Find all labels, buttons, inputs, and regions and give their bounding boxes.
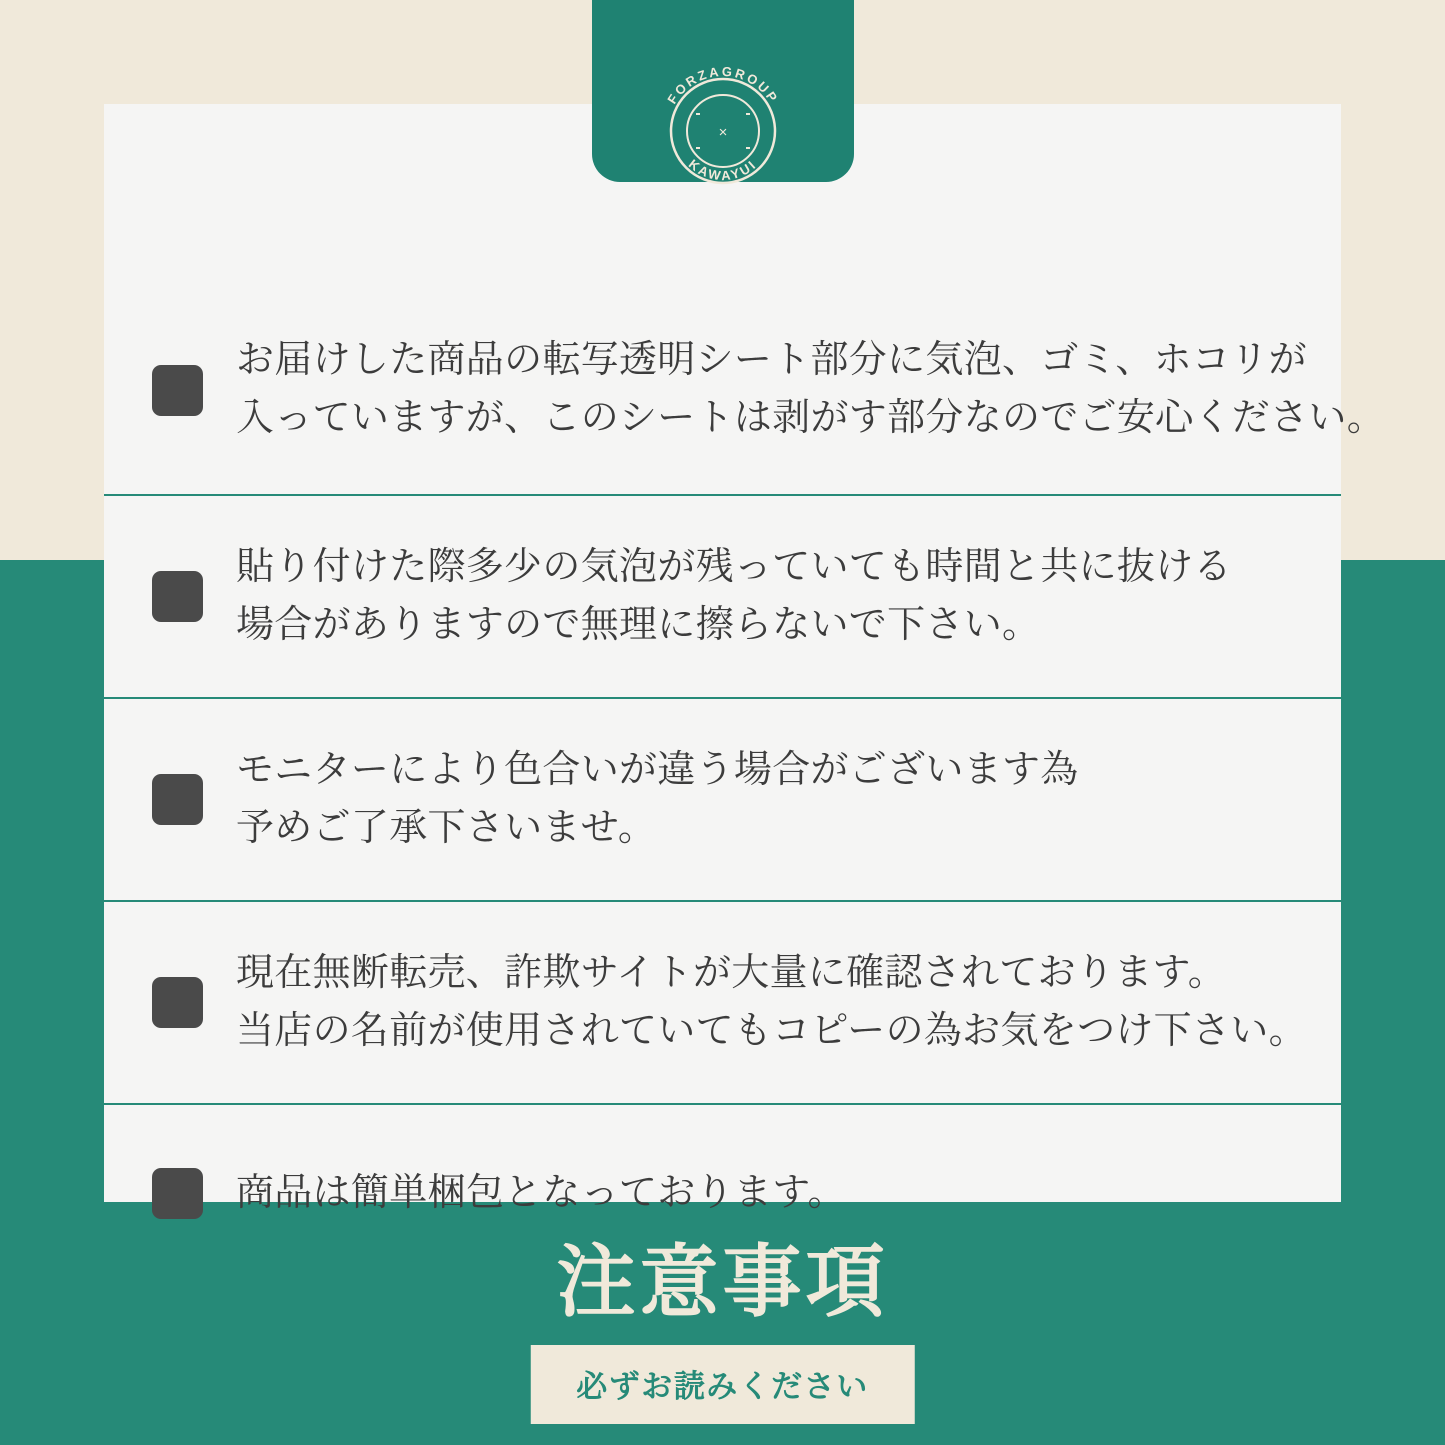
note-line: 入っていますが、このシートは剥がす部分なのでご安心ください。 — [236, 397, 1386, 439]
bullet-square-icon — [152, 365, 203, 416]
note-line: モニターにより色合いが違う場合がございます為 — [236, 748, 1079, 791]
note-line: 場合がありますので無理に擦らないで下さい。 — [236, 603, 1041, 646]
list-item — [104, 699, 1341, 902]
note-line: お届けした商品の転写透明シート部分に気泡、ゴミ、ホコリが — [236, 339, 1307, 382]
note-text — [236, 539, 1232, 655]
footer-badge: 必ずお読みください — [530, 1345, 915, 1424]
bullet-square-icon — [152, 1168, 203, 1219]
page-title: 注意事項 — [556, 1237, 889, 1326]
note-line: 貼り付けた際多少の気泡が残っていても時間と共に抜ける — [236, 545, 1232, 588]
note-line: 当店の名前が使用されていてもコピーの為お気をつけ下さい。 — [236, 1009, 1307, 1052]
brand-circular-logo-icon — [648, 56, 798, 206]
note-text — [236, 742, 1079, 858]
notes-list — [104, 286, 1386, 1282]
list-item — [104, 496, 1341, 699]
list-item — [104, 902, 1341, 1105]
note-line: 現在無断転売、詐欺サイトが大量に確認されております。 — [236, 951, 1227, 994]
note-text — [236, 1165, 846, 1223]
note-text — [236, 945, 1307, 1061]
note-line: 商品は簡単梱包となっております。 — [236, 1171, 846, 1214]
svg-text:KAWAYUI: KAWAYUI — [685, 156, 761, 184]
bullet-square-icon — [152, 774, 203, 825]
list-item — [104, 286, 1386, 496]
brand-logo-badge — [592, 0, 854, 182]
bullet-square-icon — [152, 571, 203, 622]
notes-card — [104, 104, 1386, 1214]
svg-text:×: × — [718, 124, 728, 141]
note-text — [236, 332, 1385, 448]
bullet-square-icon — [152, 977, 203, 1028]
svg-text:FORZAGROUP: FORZAGROUP — [664, 63, 782, 107]
note-line: 予めご了承下さいませ。 — [236, 806, 657, 849]
